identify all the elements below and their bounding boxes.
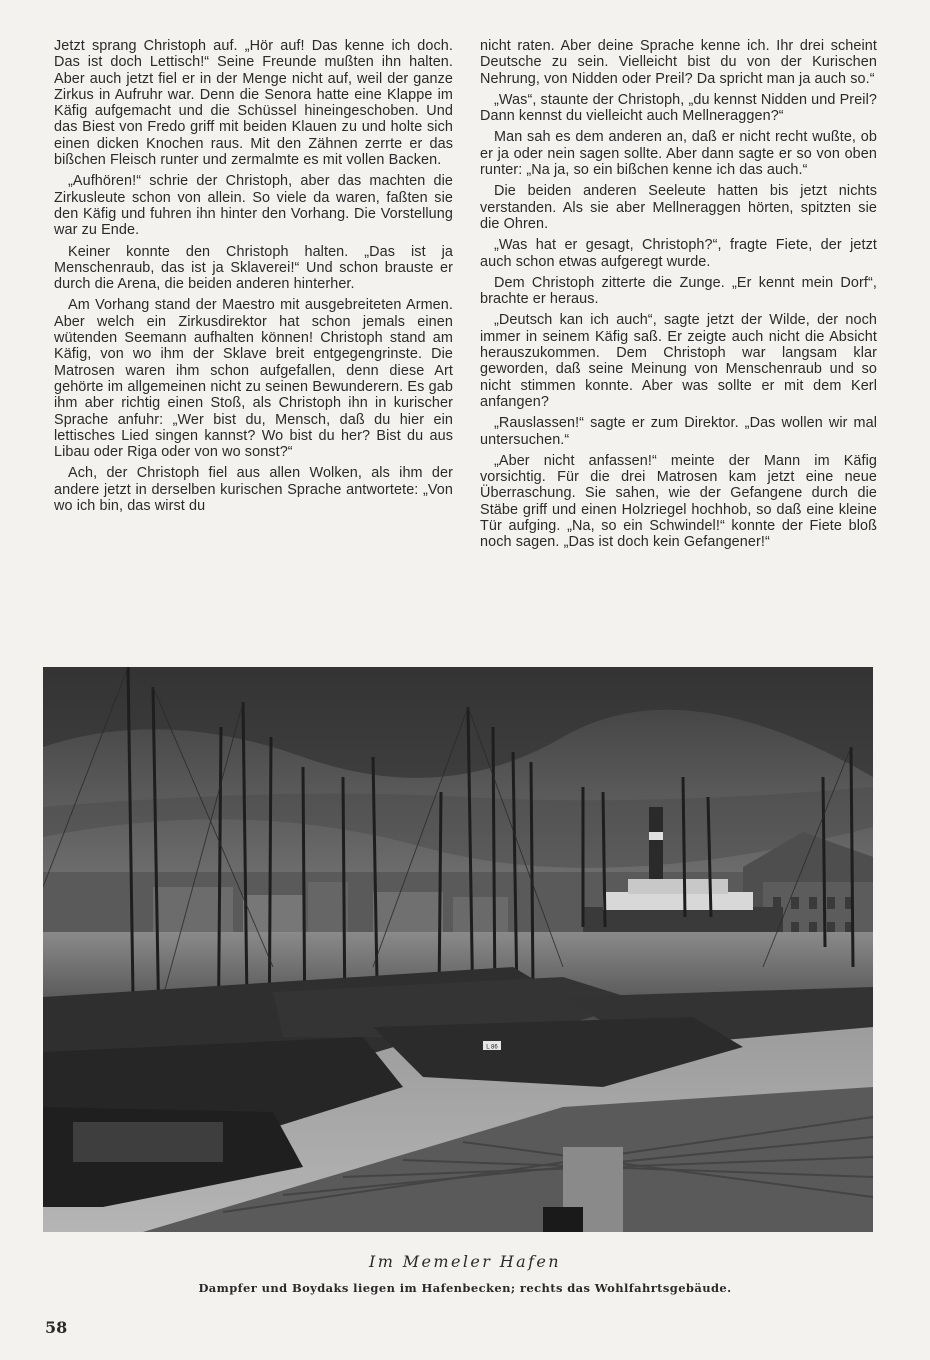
paragraph: „Rauslassen!“ sagte er zum Direktor. „Das wollen wir mal untersuchen.“ xyxy=(480,415,877,448)
harbor-photo-illustration xyxy=(43,667,873,1232)
photo-caption-subtitle: Dampfer und Boydaks liegen im Hafenbecken; rechts das Wohlfahrtsgebäude. xyxy=(198,1281,732,1295)
photo-caption-title: Im Memeler Hafen xyxy=(369,1252,561,1271)
paragraph: Man sah es dem anderen an, daß er nicht recht wußte, ob er ja oder nein sagen sollte. Aber dann sagte er so von oben runter: „Na ja, so ein bißchen kenne ich das auch.“ xyxy=(480,129,877,179)
paragraph: „Aufhören!“ schrie der Christoph, aber das machten die Zirkusleute schon von allein. So viele da waren, faßten sie den Käfig und fuhren ihn hinter den Vorhang. Die Vorstellung war zu Ende. xyxy=(54,173,453,239)
paragraph: Keiner konnte den Christoph halten. „Das ist ja Menschenraub, das ist ja Sklaverei!“ Und schon brauste er durch die Arena, die beiden anderen hinterher. xyxy=(54,243,453,293)
boat-sign-text: L 86 xyxy=(486,1044,498,1051)
paragraph: „Deutsch kan ich auch“, sagte jetzt der Wilde, der noch immer in seinem Käfig saß. Er zeigte auch nicht die Absicht herauszukommen. Dem Christoph war langsam klar geworden, daß seine Meinung von Menschenraub und so nicht stimmen konnte. Aber was sollte er mit dem Kerl anfangen? xyxy=(480,312,877,410)
paragraph: Ach, der Christoph fiel aus allen Wolken, als ihm der andere jetzt in derselben kurischen Sprache antwortete: „Von wo ich bin, das wirst du xyxy=(54,465,453,515)
paragraph: „Aber nicht anfassen!“ meinte der Mann im Käfig vorsichtig. Für die drei Matrosen kam jetzt eine neue Überraschung. Sie sahen, wie der Gefangene durch die Stäbe griff und einen Holzriegel hochhob, so daß eine kleine Tür aufging. „Na, so ein Schwindel!“ konnte der Fiete bloß noch sagen. „Das ist doch kein Gefangener!“ xyxy=(480,452,877,551)
paragraph: Jetzt sprang Christoph auf. „Hör auf! Das kenne ich doch. Das ist doch Lettisch!“ Seine Freunde mußten ihn halten. Aber auch jetzt fiel er in der Menge nicht auf, weil der ganze Zirkus in Aufruhr war. Denn die Senora hatte eine Klappe im Käfig aufgemacht und die Schüssel hineingeschoben. Und das Biest von Fredo griff mit beiden Klauen zu und holte sich einen dicken Knochen raus. Mit den Zähnen zerrte er das bißchen Fleisch runter und zermalmte es mit vollen Backen. xyxy=(54,38,453,169)
paragraph: Dem Christoph zitterte die Zunge. „Er kennt mein Dorf“, brachte er heraus. xyxy=(480,274,877,308)
paragraph: nicht raten. Aber deine Sprache kenne ich. Ihr drei scheint Deutsche zu sein. Vielleicht bist du von der Kurischen Nehrung, von Nidden oder Preil? Da spricht man ja auch so.“ xyxy=(480,38,877,87)
paragraph: Die beiden anderen Seeleute hatten bis jetzt nichts verstanden. Als sie aber Mellneraggen hörten, spitzten sie die Ohren. xyxy=(480,183,877,232)
harbor-photo xyxy=(43,667,873,1232)
paragraph: „Was hat er gesagt, Christoph?“, fragte Fiete, der jetzt auch schon etwas aufgeregt wurde. xyxy=(480,237,877,270)
left-text-column xyxy=(54,38,453,519)
paragraph: Am Vorhang stand der Maestro mit ausgebreiteten Armen. Aber welch ein Zirkusdirektor hat schon jemals einen wütenden Seemann aufhalten können! Christoph stand am Käfig, von wo ihm der Sklave breit entgegengrinste. Die Matrosen waren ihm schon aufgefallen, denn diese Art gehörte im allgemeinen nicht zu seinen Bewunderern. Es gab ihm aber richtig einen Stoß, als Christoph ihn in kurischer Sprache anfuhr: „Wer bist du, Mensch, daß du hier ein lettisches Lied singen kannst? Wo bist du her? Bist du aus Libau oder Riga oder von wo sonst?“ xyxy=(54,297,453,461)
paragraph: „Was“, staunte der Christoph, „du kennst Nidden und Preil? Dann kennst du vielleicht auch Mellneraggen?“ xyxy=(480,91,877,125)
page-number: 58 xyxy=(45,1318,68,1337)
right-text-column xyxy=(480,38,877,556)
